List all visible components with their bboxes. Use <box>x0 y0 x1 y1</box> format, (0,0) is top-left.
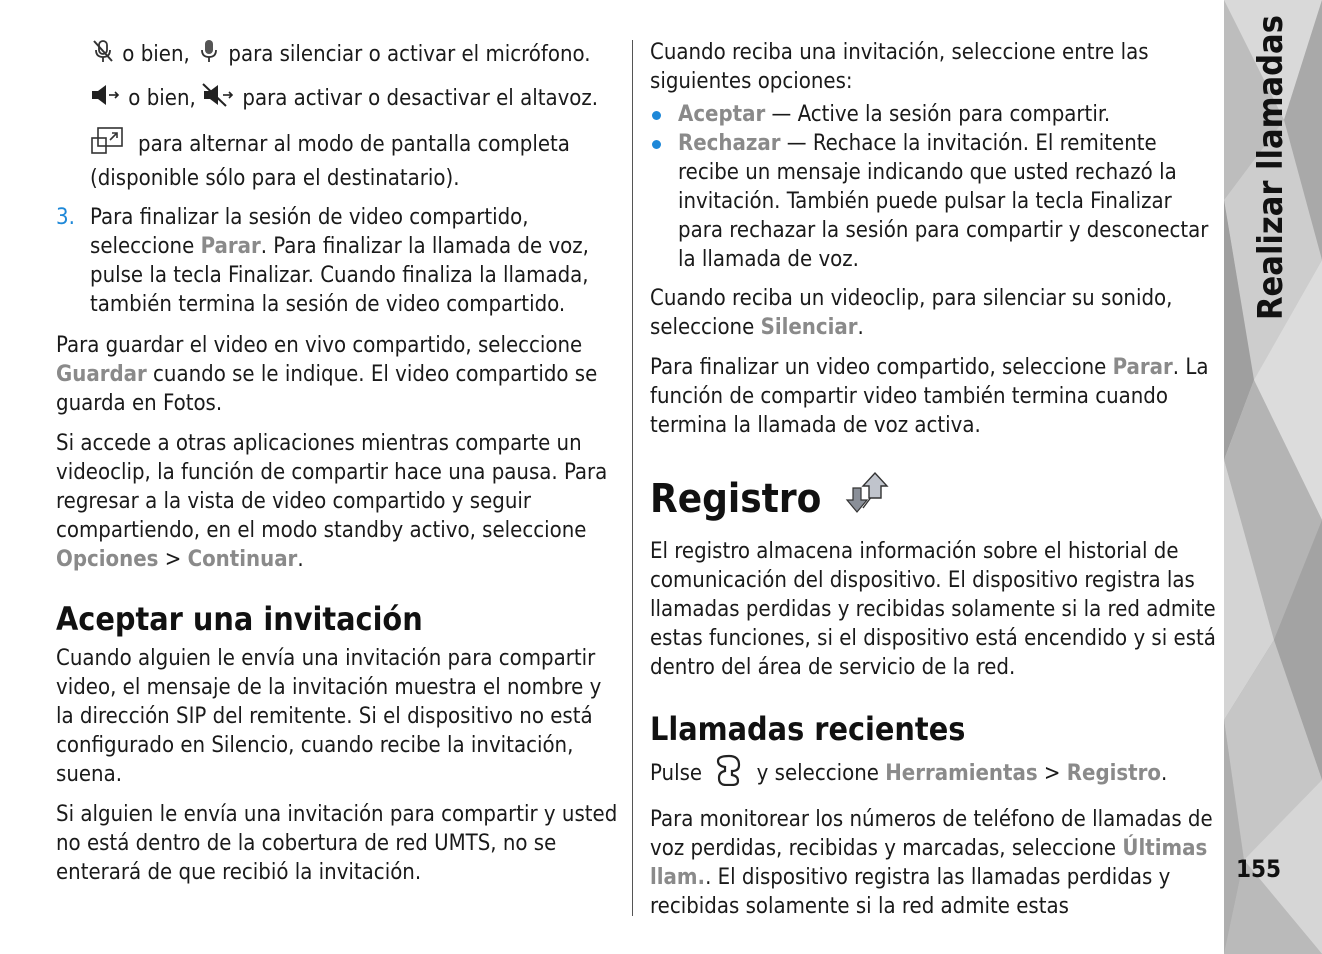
menu-separator-2: > <box>1037 761 1067 786</box>
mic-line <box>90 38 618 72</box>
chapter-title: Realizar llamadas <box>1251 15 1291 320</box>
silenciar-option: Silenciar <box>760 315 858 340</box>
ultimas-llam-option: Últimas llam. <box>650 836 1208 890</box>
mic-line-text2: para silenciar o activar el micrófono. <box>228 42 591 67</box>
registro-paragraph: El registro almacena información sobre el historial de comunicación del dispositivo. El dispositivo registra las llamadas perdidas y recibidas solamente si la red admite estas funciones, si el dispositivo está encendido y si está dentro del área de servicio de la red. <box>650 539 1216 680</box>
speaker-mute-icon <box>202 82 236 116</box>
step-3-text2: . Para finalizar la llamada de voz, pulse la tecla Finalizar. Cuando finaliza la llamada, también termina la sesión de video compartido. <box>90 234 589 317</box>
opciones-option: Opciones <box>56 547 159 572</box>
heading-registro-text: Registro <box>650 475 822 522</box>
opciones-paragraph: Cuando reciba una invitación, seleccione entre las siguientes opciones: <box>650 40 1149 94</box>
monitorear-text2: . El dispositivo registra las llamadas perdidas y recibidas solamente si la red admite estas <box>650 865 1171 919</box>
menu-separator: > <box>158 547 188 572</box>
list-item-aceptar <box>650 100 1216 129</box>
guardar-text2: cuando se le indique. El video compartido se guarda en Fotos. <box>56 362 598 416</box>
list-item-rechazar <box>650 129 1216 274</box>
pulse-text2: y seleccione <box>750 761 886 786</box>
videoclip-paragraph <box>650 284 1216 342</box>
umts-paragraph: Si alguien le envía una invitación para compartir y usted no está dentro de la cobertura de red UMTS, no se enterará de que recibió la invitación. <box>56 802 618 885</box>
finalizar-paragraph <box>650 353 1216 440</box>
guardar-option: Guardar <box>56 362 147 387</box>
bullet-dot <box>652 140 661 149</box>
mic-icon <box>196 38 222 72</box>
step-3 <box>56 203 618 319</box>
mic-mute-icon <box>90 38 116 72</box>
fullscreen-icon <box>90 126 124 164</box>
log-arrows-icon <box>839 470 893 527</box>
page-number: 155 <box>1236 855 1282 883</box>
menu-key-icon <box>716 754 742 794</box>
guardar-text1: Para guardar el video en vivo compartido, seleccione <box>56 333 583 358</box>
step-3-text1: Para finalizar la sesión de video compartido, seleccione <box>90 205 529 259</box>
speaker-line-text2: para activar o desactivar el altavoz. <box>242 86 599 111</box>
registro-option: Registro <box>1066 761 1162 786</box>
pulse-text1: Pulse <box>650 761 709 786</box>
heading-llamadas-recientes: Llamadas recientes <box>650 710 966 748</box>
mic-line-text1: o bien, <box>122 42 190 67</box>
heading-registro <box>650 470 1216 527</box>
speaker-on-icon <box>90 82 122 116</box>
bullet-dot <box>652 111 661 120</box>
parar-option-2: Parar <box>1112 355 1173 380</box>
acceder-paragraph <box>56 429 618 574</box>
speaker-line-text1: o bien, <box>128 86 196 111</box>
acceder-text1: Si accede a otras aplicaciones mientras comparte un videoclip, la función de compartir hace una pausa. Para regresar a la vista de video compartido y seguir compartiendo, en el modo standby activo, seleccione <box>56 431 608 543</box>
pulse-paragraph <box>650 754 1216 794</box>
parar-option: Parar <box>200 234 261 259</box>
fullscreen-line-text: para alternar al modo de pantalla completa (disponible sólo para el destinatario). <box>90 132 570 191</box>
options-list <box>650 100 1216 274</box>
videoclip-text1: Cuando reciba un videoclip, para silenciar su sonido, seleccione <box>650 286 1173 340</box>
guardar-paragraph <box>56 331 618 418</box>
finalizar-text1: Para finalizar un video compartido, seleccione <box>650 355 1113 380</box>
speaker-line <box>90 82 618 116</box>
aceptar-option: Aceptar <box>678 102 766 127</box>
right-column <box>650 38 1216 921</box>
monitorear-paragraph <box>650 805 1216 921</box>
continuar-option: Continuar <box>187 547 298 572</box>
monitorear-text1: Para monitorear los números de teléfono de llamadas de voz perdidas, recibidas y marcadas, seleccione <box>650 807 1213 861</box>
videoclip-text2: . <box>857 315 864 340</box>
herramientas-option: Herramientas <box>885 761 1038 786</box>
rechazar-description: — Rechace la invitación. El remitente recibe un mensaje indicando que usted rechazó la invitación. También puede pulsar la tecla Finalizar para rechazar la sesión para compartir y desconectar la llamada de voz. <box>678 131 1209 272</box>
column-divider <box>632 40 633 916</box>
left-column <box>56 38 618 898</box>
aceptar-description: — Active la sesión para compartir. <box>765 102 1111 127</box>
finalizar-text2: . La función de compartir video también termina cuando termina la llamada de voz activa. <box>650 355 1209 438</box>
fullscreen-line <box>90 126 618 193</box>
rechazar-option: Rechazar <box>678 131 781 156</box>
pulse-text3: . <box>1161 761 1168 786</box>
heading-aceptar-invitacion: Aceptar una invitación <box>56 600 423 638</box>
step-3-number: 3. <box>56 205 75 230</box>
acceder-text2: . <box>297 547 304 572</box>
invitacion-paragraph: Cuando alguien le envía una invitación para compartir video, el mensaje de la invitación muestra el nombre y la dirección SIP del remitente. Si el dispositivo no está configurado en Silencio, cuando recibe la invitación, suena. <box>56 646 602 787</box>
chapter-sidebar <box>1224 0 1322 954</box>
